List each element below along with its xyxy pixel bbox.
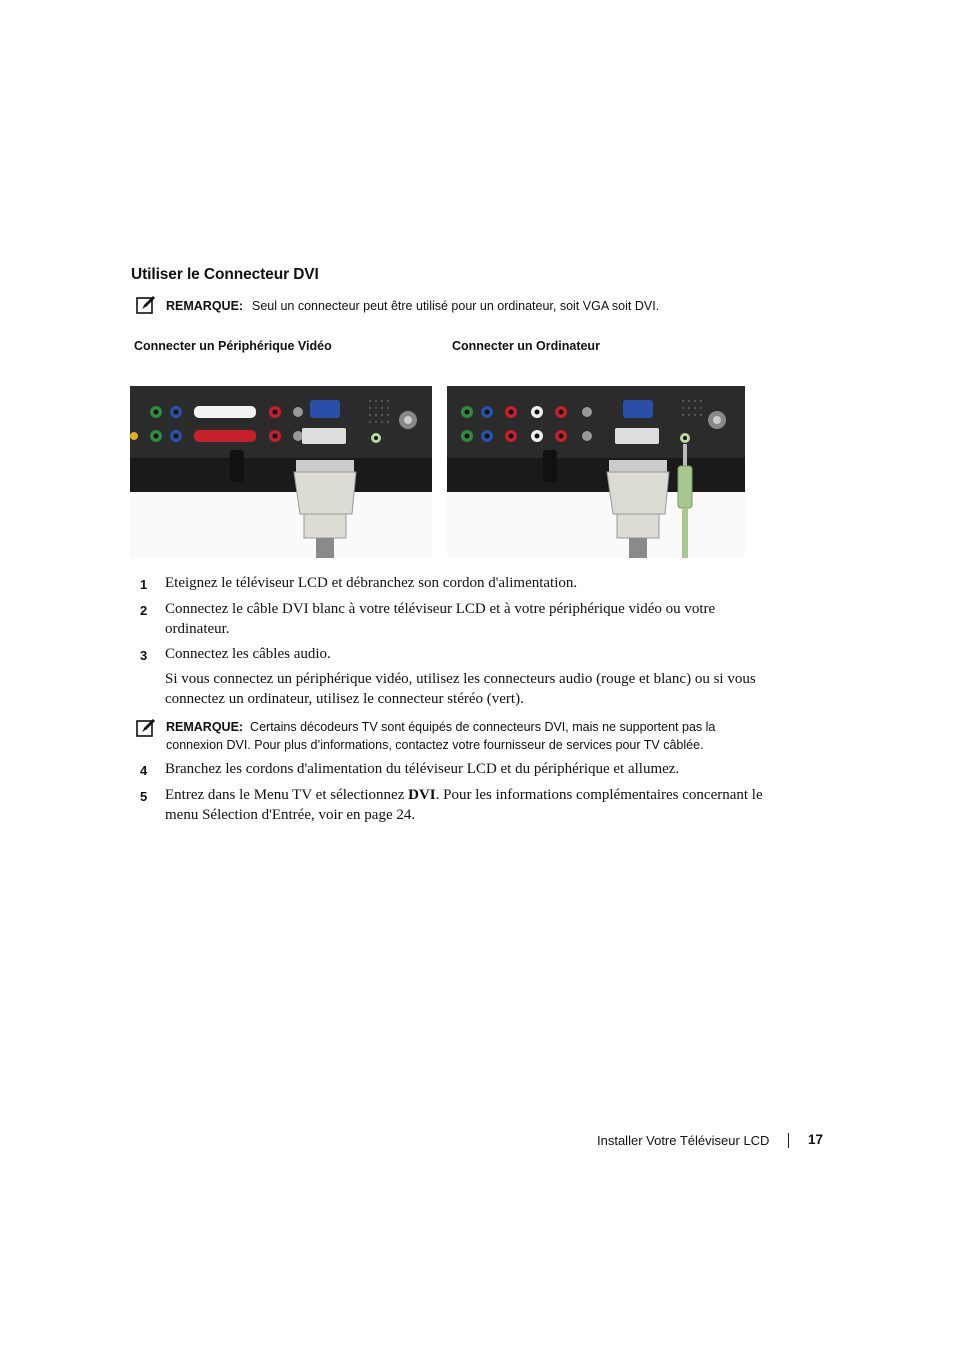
tv-rear-panel-dvi-stereo-image <box>447 386 745 558</box>
note-remark-2 <box>166 718 766 754</box>
note-text: Certains décodeurs TV sont équipés de connecteurs DVI, mais ne supportent pas la connexion DVI. Pour plus d’informations, contactez votre fournisseur de services pour TV câblée. <box>166 720 716 752</box>
step-text <box>165 786 775 825</box>
section-title: Utiliser le Connecteur DVI <box>131 266 319 283</box>
note-label: REMARQUE: <box>166 720 244 734</box>
step-number: 1 <box>140 577 148 592</box>
caption-computer: Connecter un Ordinateur <box>452 339 600 353</box>
footer-chapter-title: Installer Votre Téléviseur LCD <box>597 1133 770 1148</box>
step-text: Branchez les cordons d'alimentation du téléviseur LCD et du périphérique et allumez. <box>165 761 680 777</box>
step-text-bold: DVI <box>408 787 436 803</box>
note-label: REMARQUE: <box>166 299 244 313</box>
step-text-part: Entrez dans le Menu TV et sélectionnez <box>165 787 409 803</box>
footer-separator <box>788 1133 789 1148</box>
tv-rear-panel-dvi-rca-image <box>130 386 432 558</box>
caption-video-device: Connecter un Périphérique Vidéo <box>134 339 332 353</box>
step-text: Eteignez le téléviseur LCD et débranchez son cordon d'alimentation. <box>165 575 578 591</box>
step-text: Connectez les câbles audio. <box>165 646 331 662</box>
step-text-part: . Pour les informations complémentaires concernant le menu Sélection d'Entrée, voir en page 24. <box>165 787 763 823</box>
note-remark-1 <box>166 297 659 315</box>
step-number: 2 <box>140 603 148 618</box>
note-text: Seul un connecteur peut être utilisé pour un ordinateur, soit VGA soit DVI. <box>251 299 660 313</box>
note-pencil-icon <box>136 295 156 315</box>
step-text: Connectez le câble DVI blanc à votre téléviseur LCD et à votre périphérique vidéo ou votre ordinateur. <box>165 601 716 637</box>
page-number: 17 <box>808 1132 824 1147</box>
step-number: 5 <box>140 789 148 804</box>
step-number: 4 <box>140 763 148 778</box>
step-subtext: Si vous connectez un périphérique vidéo, utilisez les connecteurs audio (rouge et blanc) ou si vous connectez un ordinateur, utilisez le connecteur stéréo (vert). <box>165 671 756 707</box>
note-pencil-icon <box>136 718 156 738</box>
step-number: 3 <box>140 648 148 663</box>
